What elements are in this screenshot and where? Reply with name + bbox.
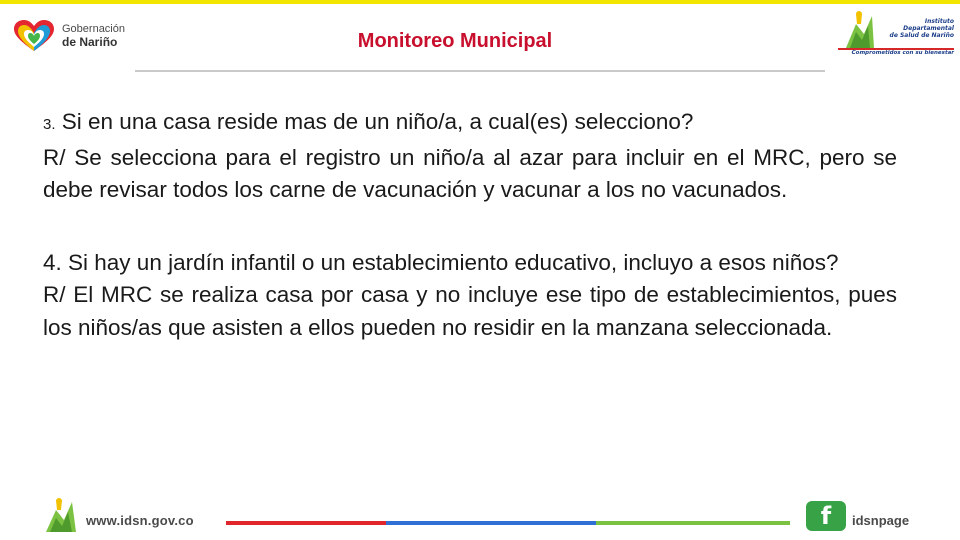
header-divider — [135, 70, 825, 72]
gov-logo-prefix: de — [62, 35, 80, 49]
answer-4: R/ El MRC se realiza casa por casa y no incluye ese tipo de establecimientos, pues los niños/as que asisten a ellos pueden no residir en la manzana seleccionada. — [43, 282, 897, 340]
question-3-text: Si en una casa reside mas de un niño/a, a cual(es) selecciono? — [55, 109, 694, 134]
facebook-icon[interactable] — [806, 501, 846, 531]
gov-logo-line1: Gobernación — [62, 23, 125, 35]
inst-line-3: de Salud de Nariño — [889, 32, 954, 39]
instituto-logo — [836, 8, 954, 58]
footer-line-green — [596, 521, 790, 525]
page-title: Monitoreo Municipal — [357, 30, 553, 52]
facebook-icon-letter: f — [820, 502, 832, 530]
inst-line-1: Instituto — [924, 18, 954, 25]
faq-content — [43, 106, 897, 344]
question-4: 4. Si hay un jardín infantil o un establecimiento educativo, incluyo a esos niños? — [43, 249, 839, 275]
inst-motto: Comprometidos con su bienestar — [851, 50, 954, 56]
gov-logo-name: Nariño — [79, 35, 118, 49]
heart-logo-icon — [12, 19, 56, 53]
institute-emblem-icon — [842, 10, 876, 50]
question-3 — [43, 106, 897, 142]
website-link[interactable]: www.idsn.gov.co — [86, 513, 194, 528]
answer-3: R/ Se selecciona para el registro un niño/a al azar para incluir en el MRC, pero se debe revisar todos los carne de vacunación y vacunar a los no vacunados. — [43, 144, 897, 202]
gobernacion-logo — [12, 18, 152, 54]
footer-line-blue — [386, 521, 596, 525]
question-3-number: 3. — [43, 116, 56, 133]
footer-line-red — [226, 521, 386, 525]
gov-logo-line2 — [62, 36, 125, 49]
inst-line-2: Departamental — [903, 25, 954, 32]
instituto-name — [874, 18, 954, 39]
top-color-stripe — [0, 0, 960, 4]
institute-emblem-icon — [44, 498, 78, 534]
facebook-handle[interactable]: idsnpage — [852, 513, 910, 528]
